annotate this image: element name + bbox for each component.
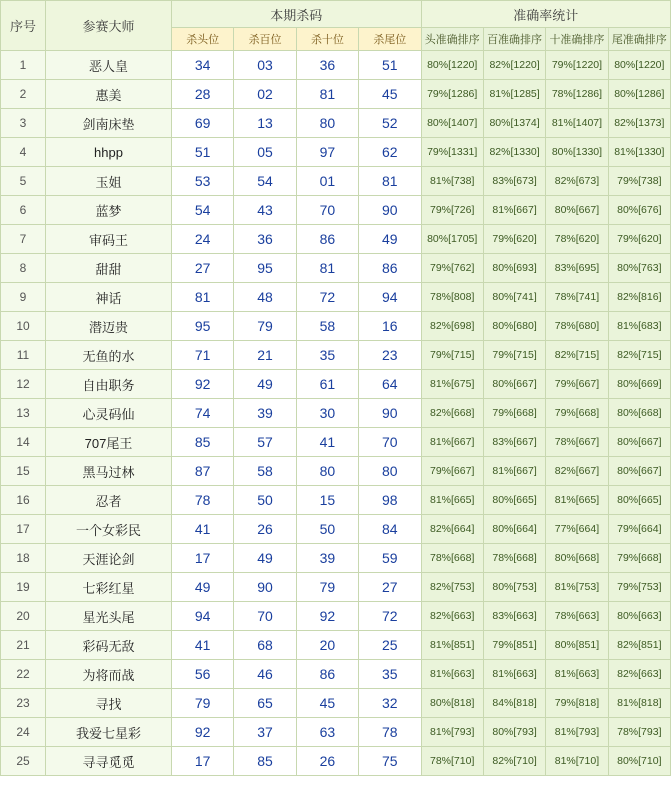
row-kill-number: 72: [296, 283, 358, 312]
row-accuracy: 79%[715]: [421, 341, 483, 370]
table-row: [1, 515, 671, 544]
row-accuracy: 79%[753]: [608, 573, 670, 602]
row-kill-number: 94: [359, 283, 421, 312]
row-accuracy: 80%[818]: [421, 689, 483, 718]
row-accuracy: 81%[683]: [608, 312, 670, 341]
row-kill-number: 13: [234, 109, 296, 138]
row-kill-number: 16: [359, 312, 421, 341]
row-kill-number: 84: [359, 515, 421, 544]
row-kill-number: 41: [172, 515, 234, 544]
row-accuracy: 80%[710]: [608, 747, 670, 776]
table-row: [1, 312, 671, 341]
row-accuracy: 79%[668]: [608, 544, 670, 573]
row-kill-number: 71: [172, 341, 234, 370]
row-kill-number: 39: [234, 399, 296, 428]
row-accuracy: 79%[818]: [546, 689, 608, 718]
header-kill-hundred: 杀百位: [234, 28, 296, 51]
row-kill-number: 70: [296, 196, 358, 225]
row-kill-number: 78: [172, 486, 234, 515]
row-kill-number: 21: [234, 341, 296, 370]
row-accuracy: 81%[1330]: [608, 138, 670, 167]
row-accuracy: 79%[620]: [483, 225, 545, 254]
row-master-name[interactable]: 寻寻觅觅: [46, 747, 172, 776]
row-kill-number: 48: [234, 283, 296, 312]
row-seq: 9: [1, 283, 46, 312]
row-kill-number: 54: [234, 167, 296, 196]
row-kill-number: 98: [359, 486, 421, 515]
row-accuracy: 80%[667]: [483, 370, 545, 399]
row-kill-number: 68: [234, 631, 296, 660]
row-kill-number: 92: [296, 602, 358, 631]
row-kill-number: 03: [234, 51, 296, 80]
row-accuracy: 82%[663]: [421, 602, 483, 631]
row-kill-number: 51: [359, 51, 421, 80]
row-kill-number: 49: [234, 544, 296, 573]
row-kill-number: 36: [234, 225, 296, 254]
row-accuracy: 83%[673]: [483, 167, 545, 196]
row-master-name[interactable]: 一个女彩民: [46, 515, 172, 544]
table-row: [1, 602, 671, 631]
row-kill-number: 86: [359, 254, 421, 283]
row-accuracy: 81%[753]: [546, 573, 608, 602]
row-accuracy: 82%[1220]: [483, 51, 545, 80]
row-kill-number: 61: [296, 370, 358, 399]
row-kill-number: 52: [359, 109, 421, 138]
row-seq: 17: [1, 515, 46, 544]
row-accuracy: 79%[1220]: [546, 51, 608, 80]
row-kill-number: 30: [296, 399, 358, 428]
row-accuracy: 81%[675]: [421, 370, 483, 399]
row-accuracy: 84%[818]: [483, 689, 545, 718]
row-master-name[interactable]: 剑南床垫: [46, 109, 172, 138]
row-master-name[interactable]: 寻找: [46, 689, 172, 718]
row-accuracy: 82%[667]: [546, 457, 608, 486]
row-master-name[interactable]: 我爱七星彩: [46, 718, 172, 747]
row-accuracy: 80%[741]: [483, 283, 545, 312]
row-kill-number: 74: [172, 399, 234, 428]
row-seq: 6: [1, 196, 46, 225]
row-accuracy: 82%[664]: [421, 515, 483, 544]
row-accuracy: 81%[665]: [421, 486, 483, 515]
row-kill-number: 43: [234, 196, 296, 225]
row-accuracy: 82%[715]: [546, 341, 608, 370]
row-accuracy: 80%[693]: [483, 254, 545, 283]
row-kill-number: 95: [172, 312, 234, 341]
row-accuracy: 80%[1286]: [608, 80, 670, 109]
row-master-name[interactable]: 恶人皇: [46, 51, 172, 80]
row-accuracy: 82%[1373]: [608, 109, 670, 138]
row-master-name[interactable]: 七彩红星: [46, 573, 172, 602]
row-accuracy: 82%[663]: [608, 660, 670, 689]
row-seq: 11: [1, 341, 46, 370]
header-acc-tail: 尾准确排序: [608, 28, 670, 51]
row-master-name[interactable]: 甜甜: [46, 254, 172, 283]
row-accuracy: 78%[808]: [421, 283, 483, 312]
row-accuracy: 78%[663]: [546, 602, 608, 631]
header-kill-tail: 杀尾位: [359, 28, 421, 51]
table-row: [1, 341, 671, 370]
row-kill-number: 02: [234, 80, 296, 109]
row-kill-number: 45: [359, 80, 421, 109]
row-accuracy: 81%[793]: [421, 718, 483, 747]
row-accuracy: 79%[762]: [421, 254, 483, 283]
row-accuracy: 78%[667]: [546, 428, 608, 457]
row-kill-number: 59: [359, 544, 421, 573]
row-kill-number: 70: [359, 428, 421, 457]
row-kill-number: 80: [296, 457, 358, 486]
row-kill-number: 58: [296, 312, 358, 341]
row-kill-number: 79: [234, 312, 296, 341]
row-kill-number: 81: [359, 167, 421, 196]
header-seq: 序号: [1, 1, 46, 51]
row-seq: 18: [1, 544, 46, 573]
row-accuracy: 78%[620]: [546, 225, 608, 254]
row-accuracy: 80%[669]: [608, 370, 670, 399]
row-accuracy: 80%[664]: [483, 515, 545, 544]
row-master-name[interactable]: 蓝梦: [46, 196, 172, 225]
row-kill-number: 34: [172, 51, 234, 80]
row-kill-number: 65: [234, 689, 296, 718]
table-row: [1, 167, 671, 196]
row-accuracy: 80%[676]: [608, 196, 670, 225]
row-seq: 4: [1, 138, 46, 167]
row-kill-number: 72: [359, 602, 421, 631]
row-accuracy: 80%[1374]: [483, 109, 545, 138]
table-row: [1, 254, 671, 283]
row-accuracy: 80%[763]: [608, 254, 670, 283]
row-master-name[interactable]: 潜迈贵: [46, 312, 172, 341]
row-kill-number: 57: [234, 428, 296, 457]
row-kill-number: 05: [234, 138, 296, 167]
row-accuracy: 80%[793]: [483, 718, 545, 747]
table-row: [1, 544, 671, 573]
row-kill-number: 81: [296, 254, 358, 283]
row-master-name[interactable]: 黑马过林: [46, 457, 172, 486]
row-accuracy: 81%[665]: [546, 486, 608, 515]
row-master-name[interactable]: 心灵码仙: [46, 399, 172, 428]
row-accuracy: 79%[1286]: [421, 80, 483, 109]
row-kill-number: 23: [359, 341, 421, 370]
row-kill-number: 49: [359, 225, 421, 254]
table-row: [1, 399, 671, 428]
row-kill-number: 79: [296, 573, 358, 602]
row-seq: 25: [1, 747, 46, 776]
row-kill-number: 64: [359, 370, 421, 399]
header-acc-head: 头准确排序: [421, 28, 483, 51]
row-seq: 15: [1, 457, 46, 486]
row-accuracy: 80%[665]: [483, 486, 545, 515]
row-kill-number: 36: [296, 51, 358, 80]
row-accuracy: 82%[668]: [421, 399, 483, 428]
row-kill-number: 51: [172, 138, 234, 167]
row-seq: 22: [1, 660, 46, 689]
row-kill-number: 92: [172, 718, 234, 747]
row-kill-number: 15: [296, 486, 358, 515]
row-accuracy: 79%[1331]: [421, 138, 483, 167]
row-accuracy: 81%[667]: [483, 457, 545, 486]
row-kill-number: 37: [234, 718, 296, 747]
table-row: [1, 457, 671, 486]
table-row: [1, 80, 671, 109]
row-master-name[interactable]: hhpp: [46, 138, 172, 167]
row-kill-number: 75: [359, 747, 421, 776]
header-kill-ten: 杀十位: [296, 28, 358, 51]
row-kill-number: 90: [359, 196, 421, 225]
row-accuracy: 83%[667]: [483, 428, 545, 457]
row-accuracy: 80%[665]: [608, 486, 670, 515]
row-accuracy: 79%[620]: [608, 225, 670, 254]
row-accuracy: 78%[668]: [483, 544, 545, 573]
row-kill-number: 95: [234, 254, 296, 283]
row-accuracy: 81%[818]: [608, 689, 670, 718]
row-kill-number: 39: [296, 544, 358, 573]
row-master-name[interactable]: 忍者: [46, 486, 172, 515]
row-kill-number: 79: [172, 689, 234, 718]
row-seq: 12: [1, 370, 46, 399]
row-accuracy: 80%[1407]: [421, 109, 483, 138]
row-kill-number: 24: [172, 225, 234, 254]
row-kill-number: 85: [172, 428, 234, 457]
row-seq: 7: [1, 225, 46, 254]
row-kill-number: 92: [172, 370, 234, 399]
row-accuracy: 79%[715]: [483, 341, 545, 370]
row-accuracy: 78%[668]: [421, 544, 483, 573]
row-accuracy: 78%[680]: [546, 312, 608, 341]
row-accuracy: 80%[663]: [608, 602, 670, 631]
row-master-name[interactable]: 707尾王: [46, 428, 172, 457]
header-group-accuracy: 准确率统计: [421, 1, 671, 28]
table-row: [1, 718, 671, 747]
row-master-name[interactable]: 惠美: [46, 80, 172, 109]
row-accuracy: 79%[726]: [421, 196, 483, 225]
row-kill-number: 62: [359, 138, 421, 167]
row-accuracy: 80%[753]: [483, 573, 545, 602]
row-kill-number: 46: [234, 660, 296, 689]
row-accuracy: 80%[1705]: [421, 225, 483, 254]
row-accuracy: 78%[741]: [546, 283, 608, 312]
table-row: [1, 196, 671, 225]
row-master-name[interactable]: 无鱼的水: [46, 341, 172, 370]
row-accuracy: 81%[667]: [483, 196, 545, 225]
row-kill-number: 35: [296, 341, 358, 370]
row-seq: 24: [1, 718, 46, 747]
row-kill-number: 32: [359, 689, 421, 718]
table-row: [1, 631, 671, 660]
table-row: [1, 486, 671, 515]
row-kill-number: 26: [234, 515, 296, 544]
row-accuracy: 81%[667]: [421, 428, 483, 457]
table-row: [1, 428, 671, 457]
header-master-name: 参赛大师: [46, 1, 172, 51]
table-row: [1, 747, 671, 776]
header-acc-ten: 十准确排序: [546, 28, 608, 51]
row-kill-number: 97: [296, 138, 358, 167]
row-kill-number: 49: [234, 370, 296, 399]
row-kill-number: 17: [172, 747, 234, 776]
row-seq: 1: [1, 51, 46, 80]
table-row: [1, 573, 671, 602]
table-row: [1, 109, 671, 138]
row-accuracy: 80%[851]: [546, 631, 608, 660]
row-accuracy: 79%[664]: [608, 515, 670, 544]
row-kill-number: 27: [172, 254, 234, 283]
row-accuracy: 82%[1330]: [483, 138, 545, 167]
row-kill-number: 86: [296, 225, 358, 254]
row-accuracy: 80%[667]: [546, 196, 608, 225]
row-seq: 14: [1, 428, 46, 457]
row-accuracy: 79%[668]: [483, 399, 545, 428]
row-kill-number: 56: [172, 660, 234, 689]
row-kill-number: 45: [296, 689, 358, 718]
row-accuracy: 82%[715]: [608, 341, 670, 370]
row-accuracy: 81%[1285]: [483, 80, 545, 109]
row-accuracy: 80%[667]: [608, 428, 670, 457]
row-accuracy: 82%[698]: [421, 312, 483, 341]
row-accuracy: 78%[710]: [421, 747, 483, 776]
row-accuracy: 79%[851]: [483, 631, 545, 660]
row-seq: 23: [1, 689, 46, 718]
row-accuracy: 82%[673]: [546, 167, 608, 196]
row-accuracy: 81%[851]: [421, 631, 483, 660]
row-accuracy: 80%[1330]: [546, 138, 608, 167]
row-accuracy: 81%[663]: [546, 660, 608, 689]
row-accuracy: 81%[1407]: [546, 109, 608, 138]
row-kill-number: 86: [296, 660, 358, 689]
row-seq: 21: [1, 631, 46, 660]
header-acc-hundred: 百准确排序: [483, 28, 545, 51]
row-master-name[interactable]: 审码王: [46, 225, 172, 254]
row-accuracy: 79%[667]: [546, 370, 608, 399]
row-accuracy: 80%[668]: [546, 544, 608, 573]
row-master-name[interactable]: 神话: [46, 283, 172, 312]
row-kill-number: 28: [172, 80, 234, 109]
table-row: [1, 689, 671, 718]
row-kill-number: 78: [359, 718, 421, 747]
row-accuracy: 80%[667]: [608, 457, 670, 486]
row-kill-number: 94: [172, 602, 234, 631]
row-seq: 19: [1, 573, 46, 602]
row-kill-number: 41: [172, 631, 234, 660]
row-accuracy: 80%[1220]: [421, 51, 483, 80]
row-accuracy: 82%[753]: [421, 573, 483, 602]
row-seq: 8: [1, 254, 46, 283]
row-accuracy: 82%[710]: [483, 747, 545, 776]
row-accuracy: 79%[738]: [608, 167, 670, 196]
row-master-name[interactable]: 彩码无敌: [46, 631, 172, 660]
row-accuracy: 79%[667]: [421, 457, 483, 486]
row-accuracy: 77%[664]: [546, 515, 608, 544]
row-master-name[interactable]: 自由职务: [46, 370, 172, 399]
row-accuracy: 78%[793]: [608, 718, 670, 747]
row-kill-number: 49: [172, 573, 234, 602]
table-row: [1, 370, 671, 399]
row-kill-number: 26: [296, 747, 358, 776]
row-accuracy: 81%[793]: [546, 718, 608, 747]
row-kill-number: 81: [172, 283, 234, 312]
row-kill-number: 69: [172, 109, 234, 138]
row-master-name[interactable]: 为将而战: [46, 660, 172, 689]
row-master-name[interactable]: 星光头尾: [46, 602, 172, 631]
row-kill-number: 01: [296, 167, 358, 196]
row-kill-number: 20: [296, 631, 358, 660]
row-seq: 13: [1, 399, 46, 428]
row-kill-number: 41: [296, 428, 358, 457]
row-accuracy: 83%[663]: [483, 602, 545, 631]
header-group-kill: 本期杀码: [172, 1, 422, 28]
row-accuracy: 81%[710]: [546, 747, 608, 776]
row-kill-number: 80: [359, 457, 421, 486]
row-accuracy: 81%[663]: [483, 660, 545, 689]
row-kill-number: 90: [359, 399, 421, 428]
row-kill-number: 53: [172, 167, 234, 196]
header-kill-head: 杀头位: [172, 28, 234, 51]
row-accuracy: 82%[816]: [608, 283, 670, 312]
row-kill-number: 70: [234, 602, 296, 631]
row-kill-number: 25: [359, 631, 421, 660]
row-kill-number: 63: [296, 718, 358, 747]
table-row: [1, 138, 671, 167]
table-header-top: [1, 1, 671, 28]
row-accuracy: 81%[663]: [421, 660, 483, 689]
row-seq: 3: [1, 109, 46, 138]
table-row: [1, 660, 671, 689]
row-kill-number: 50: [296, 515, 358, 544]
table-row: [1, 283, 671, 312]
row-seq: 20: [1, 602, 46, 631]
table-row: [1, 225, 671, 254]
table-row: [1, 51, 671, 80]
row-kill-number: 35: [359, 660, 421, 689]
row-kill-number: 54: [172, 196, 234, 225]
row-seq: 5: [1, 167, 46, 196]
row-kill-number: 50: [234, 486, 296, 515]
row-kill-number: 90: [234, 573, 296, 602]
table-body: [1, 1, 671, 776]
row-kill-number: 81: [296, 80, 358, 109]
row-kill-number: 85: [234, 747, 296, 776]
row-accuracy: 79%[668]: [546, 399, 608, 428]
row-accuracy: 81%[738]: [421, 167, 483, 196]
row-accuracy: 82%[851]: [608, 631, 670, 660]
row-accuracy: 83%[695]: [546, 254, 608, 283]
row-kill-number: 17: [172, 544, 234, 573]
row-master-name[interactable]: 天涯论剑: [46, 544, 172, 573]
row-accuracy: 80%[1220]: [608, 51, 670, 80]
row-accuracy: 80%[668]: [608, 399, 670, 428]
row-seq: 2: [1, 80, 46, 109]
row-kill-number: 27: [359, 573, 421, 602]
row-seq: 16: [1, 486, 46, 515]
row-seq: 10: [1, 312, 46, 341]
row-kill-number: 87: [172, 457, 234, 486]
row-accuracy: 80%[680]: [483, 312, 545, 341]
row-kill-number: 58: [234, 457, 296, 486]
row-kill-number: 80: [296, 109, 358, 138]
row-accuracy: 78%[1286]: [546, 80, 608, 109]
row-master-name[interactable]: 玉姐: [46, 167, 172, 196]
